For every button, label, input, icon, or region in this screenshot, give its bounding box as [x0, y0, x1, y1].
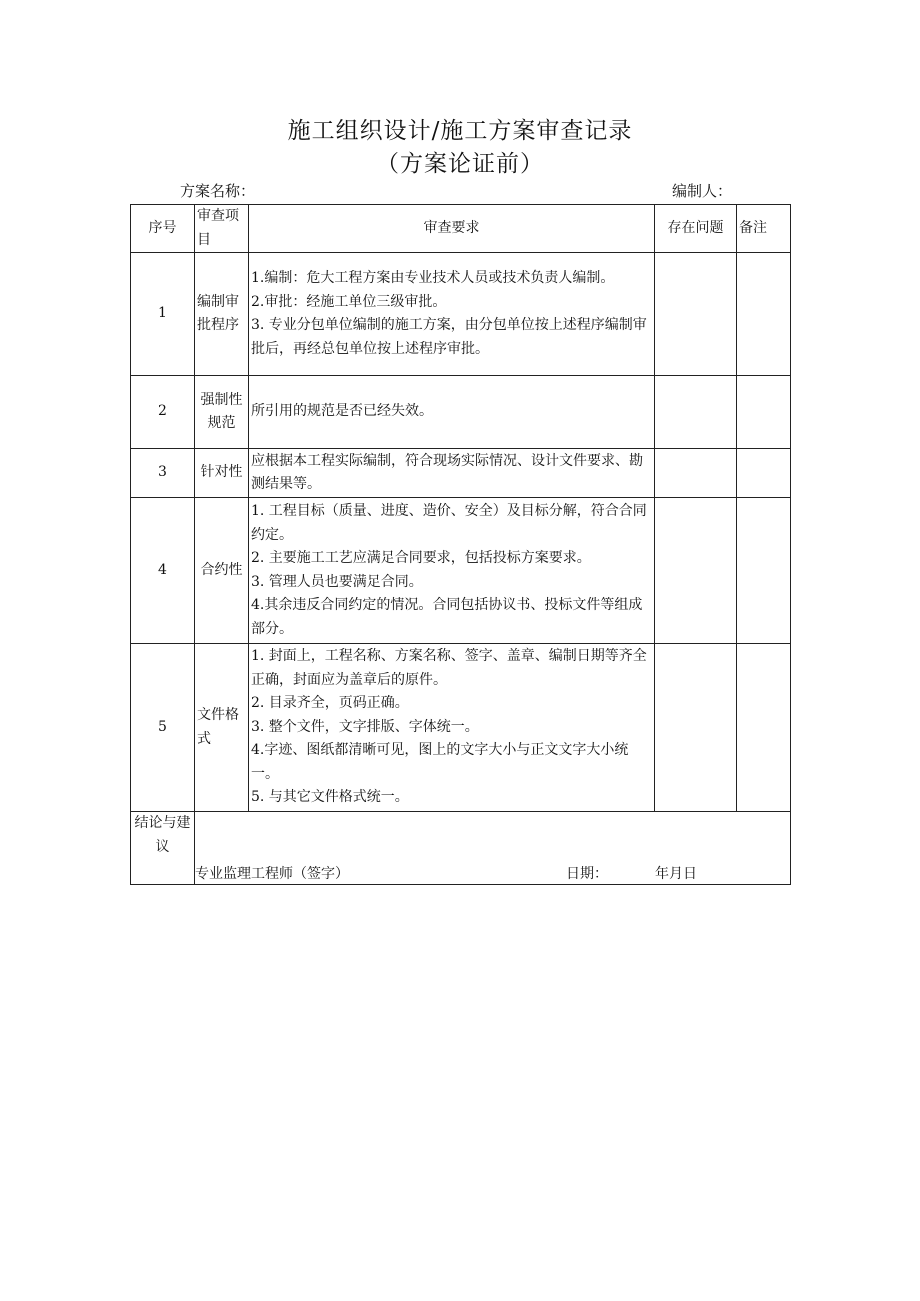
requirement-line: 5. 与其它文件格式统一。	[251, 789, 409, 806]
requirement-line: 4.字迹、图纸都清晰可见，图上的文字大小与正文文字大小统一。	[251, 742, 629, 782]
row-remarks[interactable]	[737, 498, 791, 644]
plan-name-label: 方案名称：	[180, 182, 256, 200]
row-issues[interactable]	[655, 253, 737, 376]
requirement-line: 3. 专业分包单位编制的施工方案，由分包单位按上述程序编制审批后，再经总包单位按上述程序审批。	[251, 317, 647, 357]
requirement-line: 所引用的规范是否已经失效。	[251, 403, 433, 420]
row-issues[interactable]	[655, 498, 737, 644]
row-seq: 5	[131, 644, 195, 812]
row-requirements	[249, 498, 655, 644]
requirement-line: 2. 目录齐全，页码正确。	[251, 695, 409, 712]
header-requirement: 审查要求	[249, 205, 655, 253]
row-seq: 4	[131, 498, 195, 644]
header-remarks: 备注	[737, 205, 791, 253]
table-row	[131, 644, 791, 812]
date-format: 年月日	[655, 866, 697, 882]
requirement-line: 1. 封面上，工程名称、方案名称、签字、盖章、编制日期等齐全正确，封面应为盖章后的原件。	[251, 648, 647, 688]
requirement-line: 2. 主要施工工艺应满足合同要求，包括投标方案要求。	[251, 550, 591, 566]
row-requirements	[249, 449, 655, 498]
requirement-line: 1.编制：危大工程方案由专业技术人员或技术负责人编制。	[251, 270, 615, 286]
header-issues: 存在问题	[655, 205, 737, 253]
conclusion-label: 结论与建议	[131, 812, 195, 885]
row-issues[interactable]	[655, 449, 737, 498]
conclusion-row	[131, 812, 791, 885]
row-item: 合约性	[195, 498, 249, 644]
header-row	[131, 205, 791, 253]
requirement-line: 应根据本工程实际编制，符合现场实际情况、设计文件要求、勘测结果等。	[251, 452, 643, 492]
requirement-line: 1. 工程目标（质量、进度、造价、安全）及目标分解，符合合同约定。	[251, 503, 647, 543]
row-remarks[interactable]	[737, 644, 791, 812]
signature-label: 专业监理工程师（签字）	[195, 866, 349, 882]
row-seq: 1	[131, 253, 195, 376]
row-item: 针对性	[195, 449, 249, 498]
row-remarks[interactable]	[737, 376, 791, 449]
row-requirements	[249, 376, 655, 449]
date-label: 日期：	[566, 866, 608, 882]
row-item: 强制性规范	[195, 376, 249, 449]
row-requirements	[249, 644, 655, 812]
row-issues[interactable]	[655, 644, 737, 812]
conclusion-cell[interactable]	[195, 812, 791, 885]
table-row	[131, 376, 791, 449]
row-issues[interactable]	[655, 376, 737, 449]
requirement-line: 3. 管理人员也要满足合同。	[251, 573, 423, 590]
review-table	[130, 204, 791, 885]
requirement-line: 2.审批：经施工单位三级审批。	[251, 293, 447, 310]
requirement-line: 3. 整个文件，文字排版、字体统一。	[251, 718, 479, 735]
row-item: 编制审批程序	[195, 253, 249, 376]
table-row	[131, 449, 791, 498]
header-item: 审查项目	[195, 205, 249, 253]
table-row	[131, 253, 791, 376]
author-label: 编制人：	[672, 182, 733, 200]
row-item: 文件格式	[195, 644, 249, 812]
row-requirements	[249, 253, 655, 376]
row-seq: 3	[131, 449, 195, 498]
row-remarks[interactable]	[737, 253, 791, 376]
header-seq: 序号	[131, 205, 195, 253]
requirement-line: 4.其余违反合同约定的情况。合同包括协议书、投标文件等组成部分。	[251, 597, 643, 637]
row-remarks[interactable]	[737, 449, 791, 498]
document-title: 施工组织设计/施工方案审查记录	[287, 118, 633, 144]
table-row	[131, 498, 791, 644]
document-subtitle: （方案论证前）	[376, 151, 544, 177]
row-seq: 2	[131, 376, 195, 449]
